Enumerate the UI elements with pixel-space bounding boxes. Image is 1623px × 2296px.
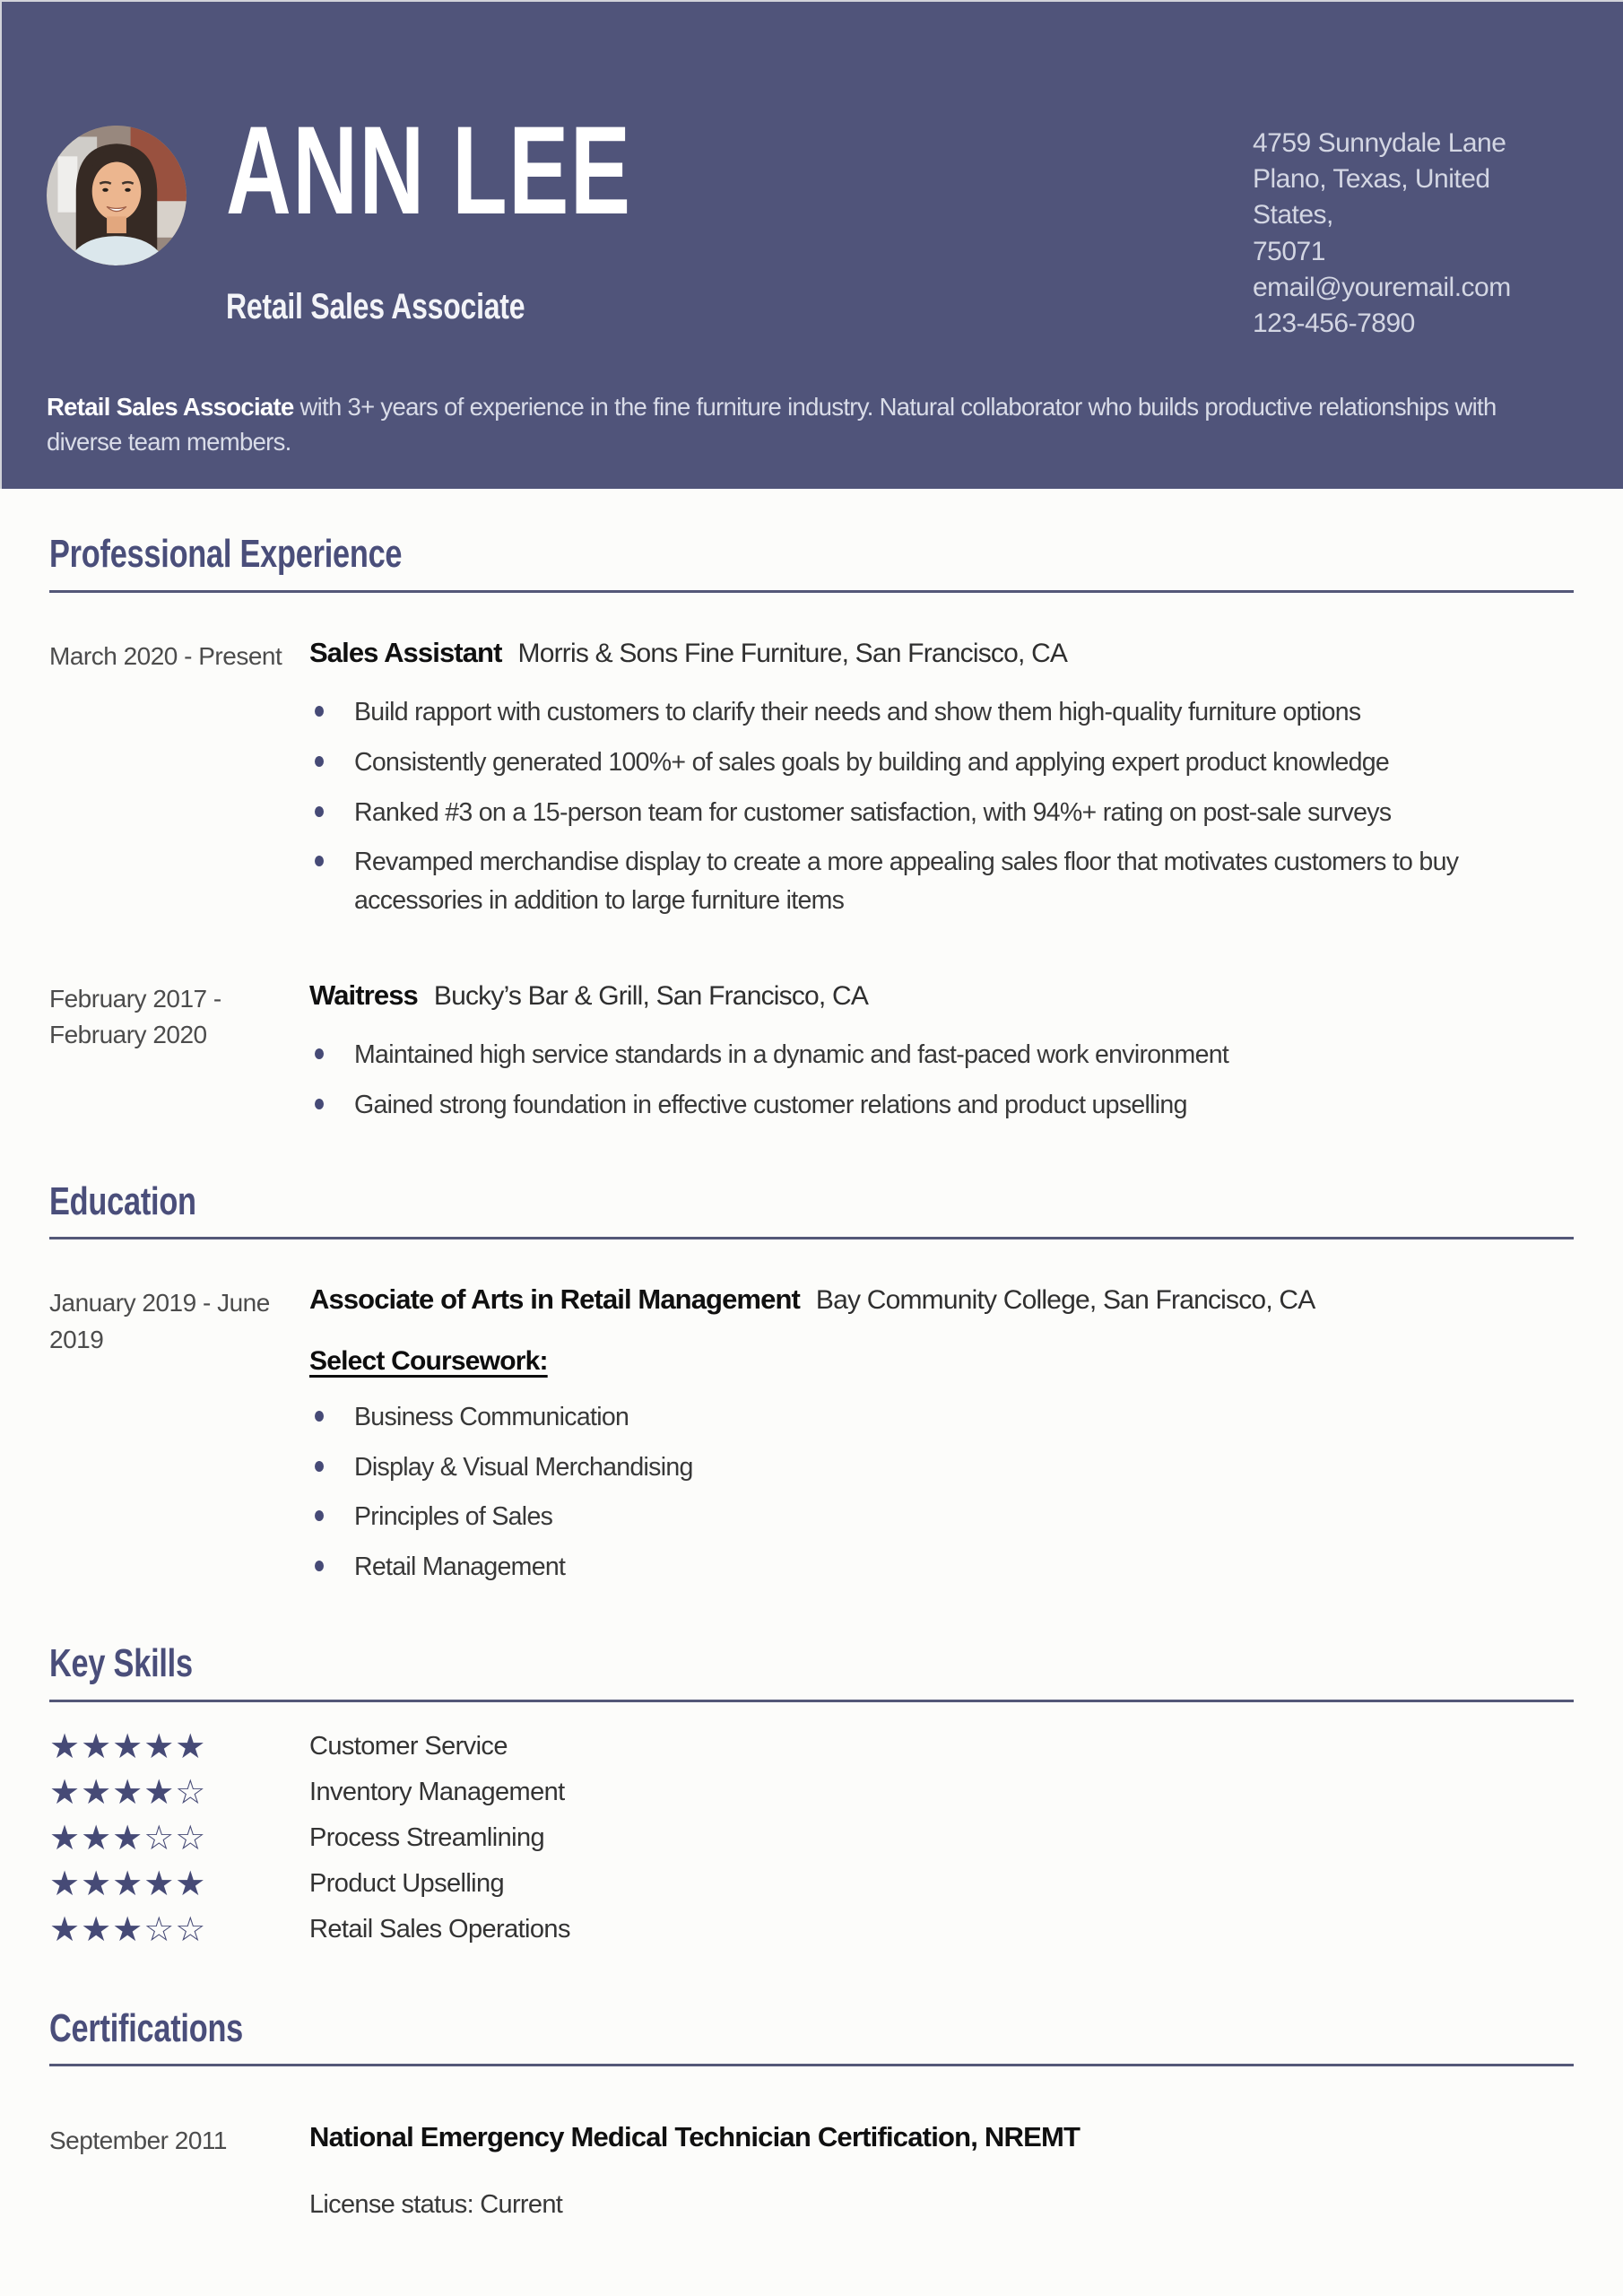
education-entry [49, 1281, 1574, 1598]
experience-entry [49, 977, 1574, 1136]
profile-photo [47, 126, 187, 265]
entry-date: March 2020 - Present [49, 641, 282, 670]
skill-row [49, 1724, 1574, 1770]
skill-label: Customer Service [309, 1731, 508, 1761]
job-bullets [309, 1036, 1574, 1125]
entry-date: September 2011 [49, 2126, 227, 2155]
job-company: Bucky’s Bar & Grill, San Francisco, CA [433, 980, 869, 1011]
section-certifications [49, 2006, 1574, 2220]
star-rating-icon: ★★★☆☆ [49, 1909, 207, 1950]
bullet-item: Revamped merchandise display to create a more appealing sales floor that motivates customers to buy accessories in addition to large furniture items [309, 843, 1574, 920]
contact-zip: 75071 [1253, 236, 1325, 266]
contact-info [1253, 126, 1575, 342]
skill-label: Product Upselling [309, 1868, 505, 1898]
section-divider [49, 2064, 1574, 2066]
job-bullets [309, 693, 1574, 920]
job-company: Morris & Sons Fine Furniture, San Francisco, CA [517, 638, 1068, 668]
contact-address-line2: Plano, Texas, United States, [1253, 164, 1490, 230]
contact-phone: 123-456-7890 [1253, 308, 1415, 338]
job-headline [309, 977, 1574, 1015]
skill-row [49, 1907, 1574, 1952]
woman-portrait-illustration [47, 126, 187, 265]
school-name: Bay Community College, San Francisco, CA [815, 1285, 1315, 1316]
skill-row [49, 1815, 1574, 1861]
experience-section-title: Professional Experience [49, 532, 403, 576]
course-item: Display & Visual Merchandising [309, 1448, 1574, 1487]
section-divider [49, 1237, 1574, 1239]
resume-header [0, 0, 1623, 489]
summary-text: with 3+ years of experience in the fine furniture industry. Natural collaborator who builds productive relationships with [293, 393, 1497, 421]
star-rating-icon: ★★★★★ [49, 1864, 207, 1904]
job-role: Waitress [309, 978, 418, 1011]
degree-headline [309, 1281, 1574, 1319]
skills-section-title: Key Skills [49, 1640, 193, 1685]
section-divider [49, 590, 1574, 593]
contact-email: email@youremail.com [1253, 272, 1511, 302]
candidate-title: Retail Sales Associate [226, 287, 525, 326]
professional-summary [47, 389, 1580, 460]
section-experience [49, 532, 1574, 1136]
bullet-item: Ranked #3 on a 15-person team for customer satisfaction, with 94%+ rating on post-sale surveys [309, 794, 1574, 832]
star-rating-icon: ★★★☆☆ [49, 1818, 207, 1858]
job-role: Sales Assistant [309, 636, 502, 668]
star-rating-icon: ★★★★☆ [49, 1772, 207, 1813]
job-headline [309, 634, 1574, 673]
experience-entry [49, 634, 1574, 932]
degree-name: Associate of Arts in Retail Management [309, 1283, 800, 1316]
certifications-section-title: Certifications [49, 2005, 244, 2050]
entry-date: February 2017 - February 2020 [49, 984, 221, 1049]
certification-status: License status: Current [309, 2189, 563, 2219]
summary-lead: Retail Sales Associate [47, 393, 294, 421]
course-item: Business Communication [309, 1398, 1574, 1437]
section-education [49, 1179, 1574, 1598]
course-list [309, 1398, 1574, 1587]
section-skills [49, 1641, 1574, 1952]
certification-entry [49, 2118, 1574, 2220]
bullet-item: Maintained high service standards in a dynamic and fast-paced work environment [309, 1036, 1574, 1074]
skill-row [49, 1770, 1574, 1815]
star-rating-icon: ★★★★★ [49, 1726, 207, 1767]
skill-label: Retail Sales Operations [309, 1914, 570, 1944]
course-item: Retail Management [309, 1548, 1574, 1587]
coursework-label: Select Coursework: [309, 1345, 548, 1376]
skills-list [49, 1724, 1574, 1952]
bullet-item: Consistently generated 100%+ of sales goals by building and applying expert product knowledge [309, 744, 1574, 782]
bullet-item: Gained strong foundation in effective customer relations and product upselling [309, 1086, 1574, 1125]
course-item: Principles of Sales [309, 1498, 1574, 1536]
summary-text-line2: diverse team members. [47, 428, 291, 457]
certification-name: National Emergency Medical Technician Certification, NREMT [309, 2121, 1081, 2153]
section-divider [49, 1700, 1574, 1702]
skill-label: Inventory Management [309, 1777, 565, 1806]
resume-body [0, 532, 1623, 2220]
entry-date: January 2019 - June 2019 [49, 1289, 270, 1354]
skill-row [49, 1861, 1574, 1907]
skill-label: Process Streamlining [309, 1822, 544, 1852]
contact-address-line1: 4759 Sunnydale Lane [1253, 128, 1506, 158]
education-section-title: Education [49, 1178, 196, 1223]
bullet-item: Build rapport with customers to clarify their needs and show them high-quality furniture options [309, 693, 1574, 732]
candidate-name: ANN LEE [226, 100, 632, 240]
